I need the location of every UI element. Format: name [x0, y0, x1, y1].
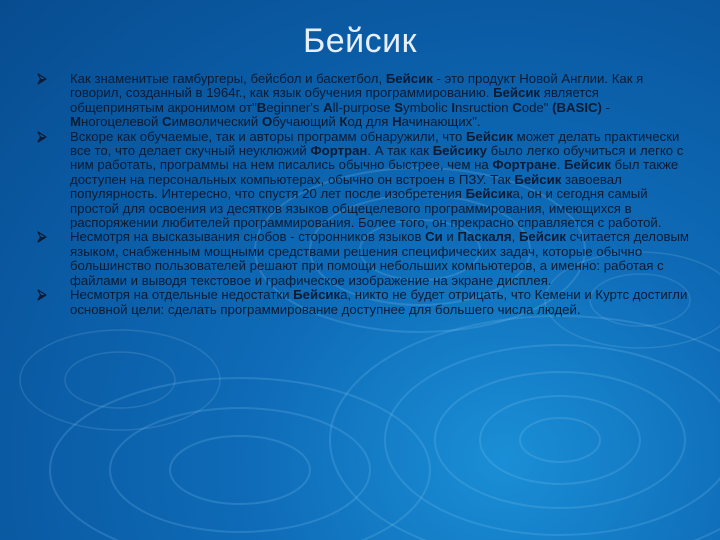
text-run: од для — [347, 114, 393, 130]
bold-text-run: (BASIC) — [552, 99, 602, 115]
bold-text-run: Бейсик — [385, 71, 433, 86]
text-run: и — [442, 229, 458, 245]
arrow-bullet-icon — [36, 131, 48, 143]
bold-text-run: Паскаля — [457, 229, 512, 245]
bullet-text — [70, 230, 696, 288]
slide-title: Бейсик — [302, 22, 418, 60]
text-run: а, никто не будет отрицать, что Кемени и Куртс достигли основной цели: сделать программирование доступнее для большего числа людей. — [70, 287, 688, 317]
text-run: . — [556, 157, 565, 173]
bullet-item — [36, 72, 696, 130]
bold-text-run: A — [323, 99, 333, 115]
text-run: . А так как — [367, 143, 433, 159]
bold-text-run: Бейсик — [493, 85, 541, 101]
arrow-bullet-icon — [36, 231, 48, 243]
bold-text-run: C — [512, 99, 522, 115]
bullet-text — [70, 288, 696, 317]
text-run: - это продукт Новой Англии. Как я говорил, созданный в 1964г., как язык обучения программированию. — [70, 71, 644, 101]
bullet-item — [36, 230, 696, 288]
text-run: nsruction — [455, 99, 513, 115]
text-run: было легко обучиться и легко с ним работать, программы на нем писались обычно быстрее, чем на — [70, 143, 684, 173]
bold-text-run: S — [394, 99, 403, 115]
bold-text-run: I — [451, 99, 456, 115]
bold-text-run: Бейсик — [514, 171, 562, 187]
text-run: , — [511, 229, 519, 245]
text-run: а, он и сегодня самый простой для освоения из десятков языков общецелевого программирования, имеющихся в распоряжении любителей программирования. Более того, он прекрасно справляется с работой. — [70, 186, 662, 231]
bold-text-run: С — [162, 114, 172, 130]
text-run: Как знаменитые гамбургеры, бейсбол и баскетбол, — [70, 71, 386, 86]
bullet-list — [36, 72, 696, 317]
text-run: eginner's — [266, 99, 324, 115]
bold-text-run: Бейсик — [564, 157, 612, 173]
text-run: имволический — [171, 114, 262, 130]
bold-text-run: М — [70, 114, 81, 130]
text-run: - — [601, 99, 610, 115]
arrow-bullet-icon — [36, 73, 48, 85]
text-run: Несмотря на отдельные недостатки — [70, 287, 294, 303]
text-run: ачинающих". — [401, 114, 481, 130]
bullet-item — [36, 130, 696, 231]
text-run: завоевал популярность. Интересно, что спустя 20 лет после изобретения — [70, 171, 622, 202]
arrow-bullet-icon — [36, 289, 48, 301]
bold-text-run: Бейсику — [432, 143, 487, 159]
text-run: был также доступен на персональных компьютерах, обычно он встроен в ПЗУ. Так — [70, 157, 679, 187]
bold-text-run: Фортране — [492, 157, 557, 173]
bold-text-run: Бейсик — [518, 229, 566, 245]
bold-text-run: Бейсик — [293, 287, 341, 303]
bold-text-run: Бейсик — [465, 186, 513, 202]
bold-text-run: О — [261, 114, 273, 130]
bold-text-run: К — [339, 114, 348, 130]
bold-text-run: Фортран — [310, 143, 368, 159]
text-run: бучающий — [272, 114, 340, 130]
text-run: Вскоре как обучаемые, так и авторы программ обнаружили, что — [70, 128, 467, 144]
bold-text-run: Н — [392, 114, 402, 130]
bold-text-run: Си — [425, 229, 443, 245]
text-run: считается деловым языком, снабженным мощными средствами решения специфических задач, которые обычно большинство пользователей решают при помощи небольших компьютеров, а именно: работая с файлами и выводя текстовое и графическое изображение на экране дисплея. — [70, 229, 689, 288]
bold-text-run: B — [256, 99, 267, 115]
bullet-item — [36, 288, 696, 317]
text-run: является общепринятым акронимом от" — [70, 85, 599, 115]
text-run: ymbolic — [402, 99, 452, 115]
bullet-text — [70, 72, 696, 130]
text-run: ode" — [521, 99, 553, 115]
text-run: ногоцелевой — [81, 114, 163, 130]
text-run: Несмотря на высказывания снобов - сторонников языков — [70, 229, 426, 245]
text-run: может делать практически все то, что делает скучный неуклюжий — [70, 128, 680, 159]
bullet-text — [70, 130, 696, 231]
text-run: ll-purpose — [332, 99, 395, 115]
bold-text-run: Бейсик — [466, 128, 514, 144]
